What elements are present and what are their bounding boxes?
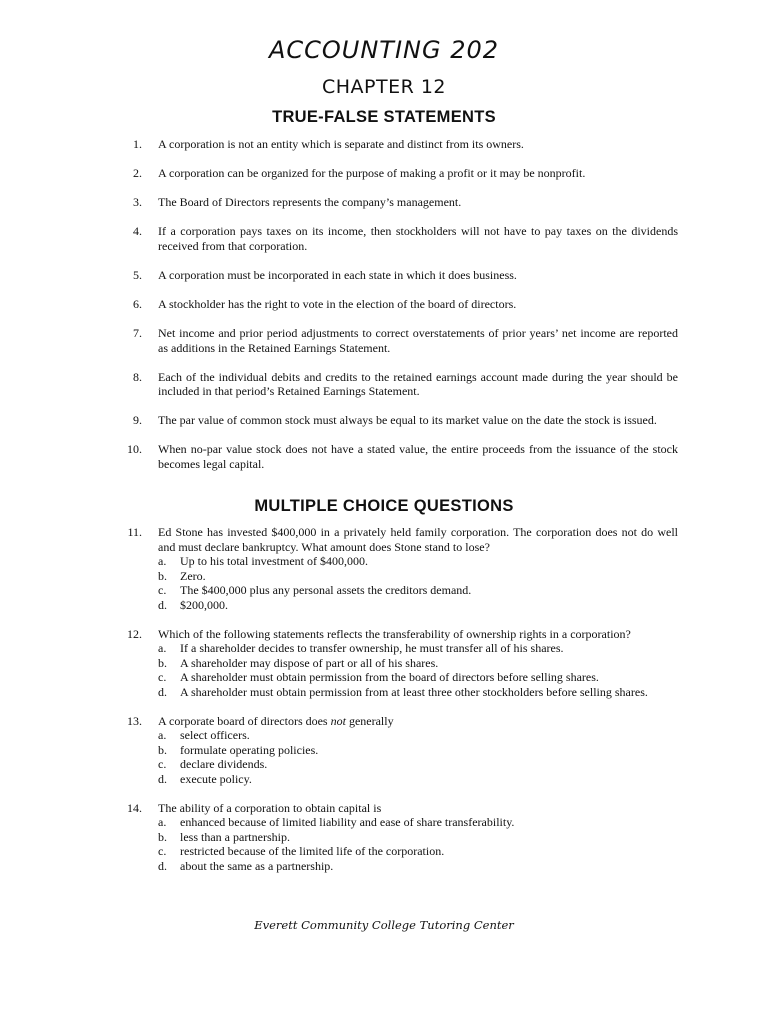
answer-option: [158, 830, 678, 845]
option-text: If a shareholder decides to transfer ownership, he must transfer all of his shares.: [180, 641, 564, 656]
option-letter: a.: [158, 554, 167, 568]
page-footer: Everett Community College Tutoring Center: [254, 918, 514, 932]
question-number: 1.: [133, 137, 142, 151]
option-text: enhanced because of limited liability and ease of share transferability.: [180, 815, 515, 830]
question-item: [0, 297, 768, 312]
question-number: 6.: [133, 296, 142, 311]
question-number: 13.: [127, 713, 142, 728]
question-text: [158, 714, 678, 729]
question-number: 3.: [133, 195, 142, 210]
question-text: Ed Stone has invested $400,000 in a privately held family corporation. The corporation does not do well and must declare bankruptcy. What amount does Stone stand to lose?: [158, 525, 678, 554]
question-number: 4.: [133, 224, 142, 239]
answer-option: [158, 641, 678, 656]
question-text: The par value of common stock must always be equal to its market value on the date the stock is issued.: [158, 413, 657, 428]
question-text: The Board of Directors represents the company’s management.: [158, 195, 462, 210]
question-text: When no-par value stock does not have a stated value, the entire proceeds from the issuance of the stock becomes legal capital.: [158, 442, 678, 471]
question-item: [0, 195, 768, 210]
answer-option: [158, 728, 678, 743]
option-letter: a.: [158, 728, 167, 743]
option-text: less than a partnership.: [180, 829, 290, 844]
option-text: declare dividends.: [180, 757, 268, 772]
question-number: 14.: [127, 800, 142, 815]
question-item: [0, 370, 768, 399]
multiple-choice-heading: MULTIPLE CHOICE QUESTIONS: [254, 497, 514, 515]
chapter-heading: CHAPTER 12: [321, 76, 447, 98]
option-text: Zero.: [180, 568, 206, 583]
option-letter: a.: [158, 815, 167, 830]
question-number: 9.: [133, 413, 142, 428]
question-number: 5.: [133, 267, 142, 282]
answer-option: [158, 844, 678, 859]
page-title: ACCOUNTING 202: [268, 36, 500, 64]
option-text: execute policy.: [180, 771, 252, 786]
question-item: [0, 224, 768, 253]
answer-option: [158, 598, 678, 613]
true-false-list: [0, 137, 768, 486]
question-text: Net income and prior period adjustments to correct overstatements of prior years’ net income are reported as additions in the Retained Earnings Statement.: [158, 326, 678, 355]
question-text: Each of the individual debits and credits to the retained earnings account made during the year should be included in that period’s Retained Earnings Statement.: [158, 369, 678, 399]
option-letter: d.: [158, 597, 167, 612]
answer-options: [158, 815, 678, 873]
option-letter: c.: [158, 670, 167, 685]
option-text: $200,000.: [180, 597, 228, 612]
question-item: [0, 326, 768, 355]
question-text: A corporation can be organized for the purpose of making a profit or it may be nonprofit.: [158, 166, 586, 181]
question-number: 12.: [127, 626, 142, 641]
answer-option: [158, 569, 678, 584]
question-item: [0, 137, 768, 152]
question-item: [0, 627, 768, 700]
answer-option: [158, 670, 678, 685]
question-text: If a corporation pays taxes on its income, then stockholders will not have to pay taxes on the dividends received from that corporation.: [158, 224, 678, 253]
question-text-part: A corporate board of directors does: [158, 713, 331, 728]
question-text: Which of the following statements reflects the transferability of ownership rights in a corporation?: [158, 626, 631, 641]
emphasized-word: not: [330, 713, 346, 728]
option-letter: c.: [158, 583, 167, 597]
option-text: about the same as a partnership.: [180, 858, 334, 873]
option-letter: d.: [158, 684, 167, 699]
question-item: [0, 166, 768, 181]
option-text: A shareholder may dispose of part or all of his shares.: [180, 655, 439, 670]
answer-options: [158, 641, 678, 699]
question-number: 11.: [127, 525, 142, 539]
answer-option: [158, 554, 678, 569]
answer-options: [158, 554, 678, 612]
option-text: restricted because of the limited life of the corporation.: [180, 844, 445, 859]
answer-option: [158, 772, 678, 787]
option-letter: b.: [158, 568, 167, 583]
option-letter: b.: [158, 742, 167, 757]
option-letter: a.: [158, 641, 167, 656]
option-letter: d.: [158, 771, 167, 786]
question-text: A stockholder has the right to vote in the election of the board of directors.: [158, 296, 517, 311]
answer-options: [158, 728, 678, 786]
answer-option: [158, 743, 678, 758]
question-item: [0, 268, 768, 283]
answer-option: [158, 859, 678, 874]
option-letter: c.: [158, 844, 167, 859]
answer-option: [158, 656, 678, 671]
question-number: 10.: [127, 442, 142, 457]
question-item: [0, 525, 768, 612]
answer-option: [158, 583, 678, 598]
question-number: 7.: [133, 326, 142, 341]
option-text: Up to his total investment of $400,000.: [180, 554, 368, 568]
question-text-part: generally: [345, 713, 394, 728]
option-letter: d.: [158, 858, 167, 873]
option-text: A shareholder must obtain permission from the board of directors before selling shares.: [180, 670, 599, 685]
option-text: A shareholder must obtain permission from at least three other stockholders before selling shares.: [180, 684, 648, 699]
answer-option: [158, 685, 678, 700]
question-text: The ability of a corporation to obtain capital is: [158, 800, 382, 815]
option-text: select officers.: [180, 728, 250, 743]
true-false-heading: TRUE-FALSE STATEMENTS: [272, 108, 496, 126]
question-item: [0, 413, 768, 428]
question-item: [0, 714, 768, 787]
answer-option: [158, 757, 678, 772]
question-number: 8.: [133, 369, 142, 384]
option-text: formulate operating policies.: [180, 742, 319, 757]
option-letter: c.: [158, 757, 167, 772]
question-number: 2.: [133, 166, 142, 181]
multiple-choice-list: [0, 525, 768, 888]
option-letter: b.: [158, 655, 167, 670]
question-text: A corporation must be incorporated in each state in which it does business.: [158, 267, 517, 282]
option-text: The $400,000 plus any personal assets the creditors demand.: [180, 583, 472, 597]
option-letter: b.: [158, 829, 167, 844]
question-text: A corporation is not an entity which is separate and distinct from its owners.: [158, 137, 524, 151]
question-item: [0, 442, 768, 471]
question-item: [0, 801, 768, 874]
answer-option: [158, 815, 678, 830]
